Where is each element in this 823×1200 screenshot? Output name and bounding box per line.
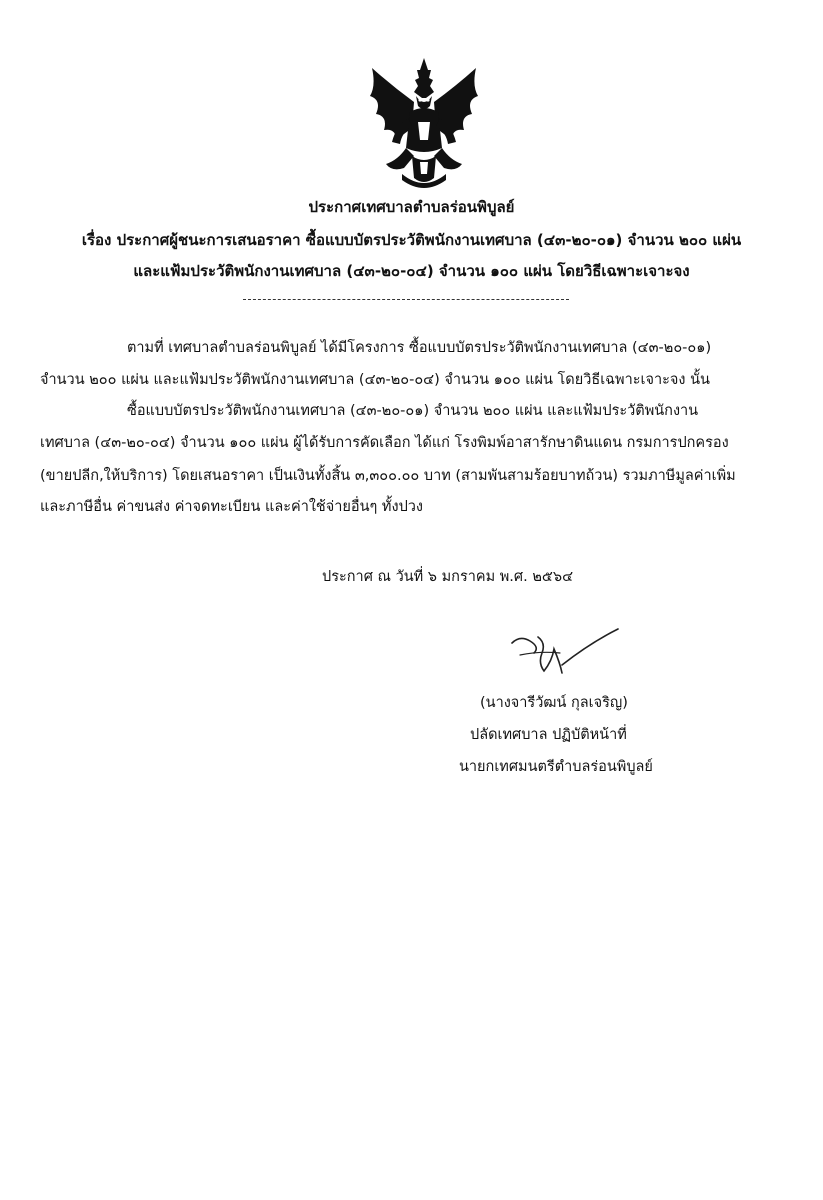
signer-name: (นางจารีวัฒน์ กุลเจริญ) bbox=[480, 695, 628, 711]
handwritten-signature bbox=[500, 623, 630, 683]
announcement-title: ประกาศเทศบาลตำบลร่อนพิบูลย์ bbox=[308, 198, 515, 216]
subject-line-2: และแฟ้มประวัติพนักงานเทศบาล (๔๓-๒๐-๐๔) จำนวน ๑๐๐ แผ่น โดยวิธีเฉพาะเจาะจง bbox=[133, 262, 690, 280]
announcement-date: ประกาศ ณ วันที่ ๖ มกราคม พ.ศ. ๒๕๖๔ bbox=[322, 569, 574, 585]
body-line-5: (ขายปลีก,ให้บริการ) โดยเสนอราคา เป็นเงินทั้งสิ้น ๓,๓๐๐.๐๐ บาท (สามพันสามร้อยบาทถ้วน) รวมภาษีมูลค่าเพิ่ม bbox=[40, 468, 736, 484]
separator-rule bbox=[243, 299, 569, 300]
signer-title: นายกเทศมนตรีตำบลร่อนพิบูลย์ bbox=[459, 759, 653, 775]
body-line-4: เทศบาล (๔๓-๒๐-๐๔) จำนวน ๑๐๐ แผ่น ผู้ได้รับการคัดเลือก ได้แก่ โรงพิมพ์อาสารักษาดินแดน กรมการปกครอง bbox=[40, 435, 729, 451]
body-line-2: จำนวน ๒๐๐ แผ่น และแฟ้มประวัติพนักงานเทศบาล (๔๓-๒๐-๐๔) จำนวน ๑๐๐ แผ่น โดยวิธีเฉพาะเจาะจง นั้น bbox=[40, 372, 710, 388]
body-line-3: ซื้อแบบบัตรประวัติพนักงานเทศบาล (๔๓-๒๐-๐๑) จำนวน ๒๐๐ แผ่น และแฟ้มประวัติพนักงาน bbox=[127, 403, 699, 419]
signer-position: ปลัดเทศบาล ปฏิบัติหน้าที่ bbox=[470, 727, 627, 743]
body-line-6: และภาษีอื่น ค่าขนส่ง ค่าจดทะเบียน และค่าใช้จ่ายอื่นๆ ทั้งปวง bbox=[40, 499, 423, 515]
garuda-emblem-icon bbox=[362, 56, 486, 196]
body-line-1: ตามที่ เทศบาลตำบลร่อนพิบูลย์ ได้มีโครงการ ซื้อแบบบัตรประวัติพนักงานเทศบาล (๔๓-๒๐-๐๑) bbox=[127, 340, 712, 356]
subject-line-1: เรื่อง ประกาศผู้ชนะการเสนอราคา ซื้อแบบบัตรประวัติพนักงานเทศบาล (๔๓-๒๐-๐๑) จำนวน ๒๐๐ แผ่น bbox=[81, 231, 742, 249]
